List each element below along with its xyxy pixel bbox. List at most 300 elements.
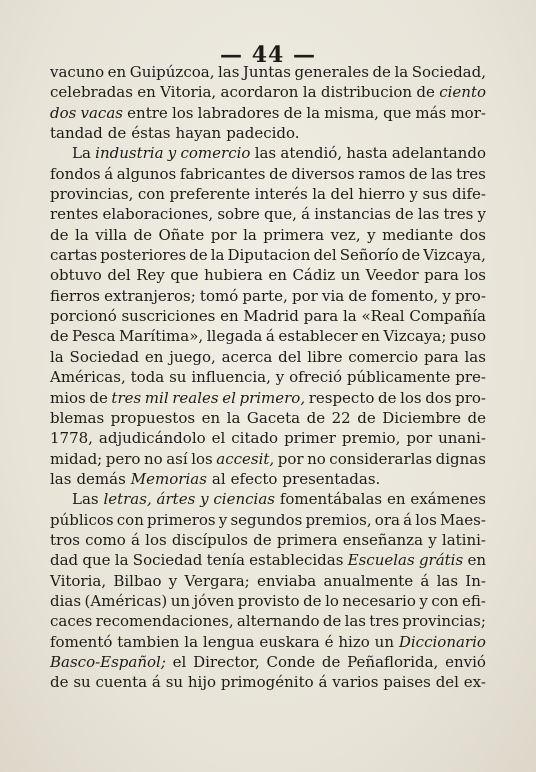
word: libre xyxy=(307,347,343,366)
word: hizo xyxy=(338,632,370,651)
word: posteriores xyxy=(100,246,187,265)
word: un xyxy=(170,591,191,610)
word: tres xyxy=(456,164,486,183)
word: latini- xyxy=(441,530,486,549)
word: sobre xyxy=(217,205,260,224)
word: hierro xyxy=(358,185,405,204)
word: la xyxy=(74,225,89,244)
word: la xyxy=(210,246,225,265)
word: al xyxy=(211,469,226,488)
word: premio, xyxy=(341,429,401,448)
word: elaboraciones, xyxy=(102,205,214,224)
word: mediante xyxy=(382,225,454,244)
word: Maes- xyxy=(439,510,486,529)
text-line xyxy=(50,164,486,184)
word: In- xyxy=(465,571,486,590)
word: adelantando xyxy=(391,144,486,163)
word: de xyxy=(416,83,435,102)
word: efecto xyxy=(230,469,278,488)
word: Oñate xyxy=(158,225,205,244)
word: para xyxy=(424,347,459,366)
word: de xyxy=(50,327,69,346)
word: Sociedad, xyxy=(411,63,486,81)
word: lengua xyxy=(202,632,255,651)
text-line xyxy=(50,184,486,204)
word: blemas xyxy=(50,408,105,427)
word: con xyxy=(137,185,165,204)
word: preferente xyxy=(169,185,251,204)
text-line xyxy=(50,652,486,672)
word: presentadas. xyxy=(282,469,381,488)
text-line xyxy=(50,103,486,123)
word: Vitoria, xyxy=(50,571,107,590)
text-line xyxy=(50,611,486,631)
word: con xyxy=(431,591,459,610)
word: provincias; xyxy=(402,612,486,631)
word: Memorias xyxy=(130,469,207,488)
text-line xyxy=(50,388,486,408)
word: Veedor xyxy=(365,266,419,285)
word: paises xyxy=(383,673,431,692)
word: pre- xyxy=(455,368,486,387)
word: jóven xyxy=(193,591,235,610)
word: fomentábalas xyxy=(279,490,383,509)
word: públicamente xyxy=(346,368,451,387)
word: la xyxy=(243,225,257,244)
word: en xyxy=(220,307,239,326)
word: más xyxy=(415,103,447,122)
word: por xyxy=(291,286,318,305)
word: celebradas xyxy=(50,83,133,102)
word: padecido. xyxy=(226,124,300,143)
text-line xyxy=(50,530,486,550)
word: Basco-Español; xyxy=(50,652,166,671)
paragraph xyxy=(50,62,486,143)
word: distribucion xyxy=(320,83,413,102)
word: Vizcaya; xyxy=(383,327,447,346)
word: accesit, xyxy=(216,449,275,468)
word: exámenes xyxy=(410,490,486,509)
word: entre xyxy=(127,103,168,122)
word: en xyxy=(467,551,486,570)
word: los xyxy=(171,103,194,122)
word: en xyxy=(201,408,221,427)
word: á xyxy=(151,673,161,692)
word: propuestos xyxy=(110,408,196,427)
word: de xyxy=(321,652,341,671)
word: hijo xyxy=(187,673,217,692)
word: de xyxy=(89,388,108,407)
word: la xyxy=(184,632,199,651)
word: ciencias xyxy=(213,490,275,509)
word: anualmente xyxy=(323,571,414,590)
word: mios xyxy=(50,388,86,407)
word: pro- xyxy=(455,286,486,305)
word: obtuvo xyxy=(50,266,102,285)
word: Juntas xyxy=(242,63,291,81)
text-line xyxy=(50,510,486,530)
word: caces xyxy=(50,612,93,631)
word: dos xyxy=(425,388,452,407)
word: no xyxy=(143,449,163,468)
word: del xyxy=(313,246,337,265)
text-line xyxy=(50,672,486,692)
word: por xyxy=(210,225,237,244)
word: dias xyxy=(50,591,82,610)
word: no xyxy=(307,449,326,468)
word: provincias, xyxy=(50,185,134,204)
word: el xyxy=(222,388,236,407)
text-line xyxy=(50,326,486,346)
word: en xyxy=(144,347,164,366)
word: en xyxy=(268,266,287,285)
word: suscriciones xyxy=(121,307,216,326)
word: 1778, xyxy=(50,429,93,448)
word: de xyxy=(372,63,391,81)
word: hayan xyxy=(175,124,222,143)
word: cuenta xyxy=(95,673,148,692)
word: primera xyxy=(263,225,325,244)
word: atendió, xyxy=(280,144,343,163)
word: y xyxy=(477,205,486,224)
word: de xyxy=(189,246,208,265)
word: enseñanza xyxy=(342,530,424,549)
text-line xyxy=(50,591,486,611)
word: Sociedad xyxy=(69,347,140,366)
word: los xyxy=(145,530,167,549)
paragraph xyxy=(50,143,486,489)
word: á xyxy=(403,510,413,529)
word: la xyxy=(226,408,241,427)
word: cartas xyxy=(50,246,98,265)
word: primeros xyxy=(147,510,216,529)
word: con xyxy=(116,510,144,529)
word: la xyxy=(302,83,317,102)
word: su xyxy=(165,673,184,692)
word: toda xyxy=(130,368,165,387)
word: un xyxy=(340,266,361,285)
word: á xyxy=(318,673,328,692)
word: mor- xyxy=(450,103,486,122)
word: adjudicándolo xyxy=(98,429,206,448)
word: euskara xyxy=(259,632,320,651)
word: hubiera xyxy=(204,266,263,285)
word: Marítima», xyxy=(118,327,204,346)
word: parte, xyxy=(242,286,288,305)
word: que, xyxy=(263,205,297,224)
word: establecer xyxy=(278,327,358,346)
text-line xyxy=(50,367,486,387)
word: de xyxy=(401,246,421,265)
word: labradores xyxy=(197,103,280,122)
word: Rey xyxy=(136,266,165,285)
text-line xyxy=(50,82,486,102)
text-line xyxy=(50,428,486,448)
word: de xyxy=(306,408,326,427)
text-line xyxy=(50,489,486,509)
word: que xyxy=(170,266,199,285)
word: Escuelas xyxy=(347,551,415,570)
word: de xyxy=(357,408,376,427)
word: vacas xyxy=(80,103,123,122)
word: de xyxy=(303,591,322,610)
word: reales xyxy=(172,388,219,407)
word: primer xyxy=(284,429,336,448)
word: juego, xyxy=(169,347,216,366)
word: tandad xyxy=(50,124,103,143)
word: de xyxy=(395,205,414,224)
word: en xyxy=(107,63,127,81)
word: en xyxy=(361,327,380,346)
word: midad; xyxy=(50,449,103,468)
word: Peñaflorida, xyxy=(347,652,439,671)
word: porcionó xyxy=(50,307,117,326)
word: Compañía xyxy=(409,307,486,326)
word: Conde xyxy=(266,652,316,671)
word: á xyxy=(265,327,275,346)
word: á xyxy=(420,571,430,590)
word: de xyxy=(283,103,303,122)
word: via xyxy=(321,286,345,305)
word: para xyxy=(303,307,339,326)
paragraph xyxy=(50,489,486,692)
word: villa xyxy=(95,225,128,244)
text-line xyxy=(50,469,486,489)
word: fierros xyxy=(50,286,100,305)
word: la xyxy=(114,551,129,570)
word: las xyxy=(431,164,453,183)
word: Señorío xyxy=(339,246,399,265)
word: tres xyxy=(369,612,400,631)
text-line xyxy=(50,265,486,285)
word: á xyxy=(131,530,140,549)
word: primogénito xyxy=(220,673,314,692)
word: éstas xyxy=(131,124,171,143)
word: tros xyxy=(50,530,80,549)
word: letras, xyxy=(103,490,152,509)
word: de xyxy=(253,530,272,549)
word: del xyxy=(278,347,302,366)
word: dad xyxy=(50,551,79,570)
word: primera xyxy=(276,530,338,549)
word: y xyxy=(200,490,209,509)
word: los xyxy=(191,449,213,468)
word: en xyxy=(386,490,406,509)
word: de xyxy=(408,164,428,183)
word: los xyxy=(415,510,437,529)
word: «Real xyxy=(361,307,405,326)
word: como xyxy=(85,530,126,549)
text-line xyxy=(50,347,486,367)
word: que xyxy=(383,103,412,122)
word: la xyxy=(50,347,64,366)
word: grátis xyxy=(418,551,464,570)
word: mil xyxy=(144,388,169,407)
word: ártes xyxy=(156,490,196,509)
text-line xyxy=(50,225,486,245)
text-line xyxy=(50,123,486,143)
word: segundos xyxy=(230,510,303,529)
word: las xyxy=(344,612,367,631)
word: y xyxy=(218,510,228,529)
word: establecidas xyxy=(249,551,344,570)
word: interés xyxy=(254,185,308,204)
word: comercio xyxy=(348,347,419,366)
word: puso xyxy=(449,327,486,346)
word: unani- xyxy=(438,429,486,448)
word: fomento, xyxy=(371,286,439,305)
word: enviaba xyxy=(256,571,317,590)
page-number: — 44 — xyxy=(220,42,316,68)
word: acerca xyxy=(221,347,273,366)
word: provisto xyxy=(237,591,300,610)
text-line xyxy=(50,408,486,428)
word: así xyxy=(166,449,188,468)
word: generales xyxy=(294,63,369,81)
text-line xyxy=(50,306,486,326)
word: tomó xyxy=(199,286,239,305)
word: influencia, xyxy=(191,368,271,387)
text-line xyxy=(50,204,486,224)
word: y xyxy=(168,571,178,590)
word: de xyxy=(107,124,127,143)
word: dos xyxy=(459,225,486,244)
word: los xyxy=(464,266,486,285)
word: (Américas) xyxy=(84,591,168,610)
word: de xyxy=(50,225,69,244)
word: de xyxy=(50,673,69,692)
word: y xyxy=(367,225,376,244)
word: varios xyxy=(332,673,379,692)
text-line xyxy=(50,143,486,163)
word: tres xyxy=(443,205,474,224)
word: ora xyxy=(374,510,400,529)
word: Gaceta xyxy=(246,408,301,427)
word: ciento xyxy=(439,83,486,102)
word: del xyxy=(435,673,459,692)
word: su xyxy=(73,673,91,692)
word: la xyxy=(306,103,321,122)
word: públicos xyxy=(50,510,114,529)
word: Diputacion xyxy=(227,246,311,265)
text-line xyxy=(50,571,486,591)
word: por xyxy=(277,449,304,468)
word: fomentó xyxy=(50,632,113,651)
word: ramos xyxy=(358,164,406,183)
word: envió xyxy=(445,652,486,671)
word: rentes xyxy=(50,205,99,224)
text-line xyxy=(50,550,486,570)
word: Pesca xyxy=(72,327,116,346)
word: de xyxy=(133,225,152,244)
text-line xyxy=(50,245,486,265)
word: de xyxy=(269,164,288,183)
word: misma, xyxy=(324,103,379,122)
word: extranjeros; xyxy=(104,286,196,305)
word: de xyxy=(377,388,397,407)
word: Vergara; xyxy=(184,571,250,590)
word: instancias xyxy=(314,205,391,224)
word: alternando xyxy=(236,612,320,631)
word: el xyxy=(172,652,187,671)
word: las xyxy=(217,63,240,81)
word: las xyxy=(464,347,486,366)
body-text xyxy=(50,62,486,693)
word: necesario xyxy=(342,591,416,610)
word: del xyxy=(107,266,131,285)
word: dignas xyxy=(435,449,486,468)
word: de xyxy=(467,408,486,427)
word: é xyxy=(324,632,334,651)
word: discípulos xyxy=(171,530,248,549)
word: y xyxy=(167,144,177,163)
word: su xyxy=(169,368,187,387)
word: demás xyxy=(76,469,126,488)
word: tres xyxy=(111,388,142,407)
word: y xyxy=(409,185,418,204)
word: tambien xyxy=(117,632,180,651)
word: Madrid xyxy=(243,307,299,326)
word: ofreció xyxy=(289,368,342,387)
word: lo xyxy=(325,591,339,610)
word: recomendaciones, xyxy=(95,612,234,631)
word: Diciembre xyxy=(382,408,461,427)
word: premios, xyxy=(305,510,372,529)
word: Director, xyxy=(193,652,260,671)
word: diversos xyxy=(291,164,355,183)
word: y xyxy=(419,591,428,610)
word: 22 xyxy=(331,408,351,427)
word: la xyxy=(312,185,326,204)
word: pro- xyxy=(455,388,486,407)
word: por xyxy=(406,429,433,448)
word: y xyxy=(442,286,451,305)
word: acordaron xyxy=(220,83,299,102)
word: Guipúzcoa, xyxy=(129,63,215,81)
word: dos xyxy=(50,103,77,122)
word: y xyxy=(275,368,285,387)
word: vacuno xyxy=(50,63,105,81)
word: Vizcaya, xyxy=(423,246,486,265)
word: de xyxy=(348,286,367,305)
word: Vitoria, xyxy=(160,83,217,102)
word: respecto xyxy=(308,388,375,407)
word: industria xyxy=(95,144,164,163)
word: la xyxy=(343,307,357,326)
word: tenía xyxy=(206,551,245,570)
word: ex- xyxy=(463,673,486,692)
text-line xyxy=(50,62,486,82)
word: citado xyxy=(231,429,279,448)
word: considerarlas xyxy=(329,449,433,468)
word: Bilbao xyxy=(113,571,162,590)
word: La xyxy=(72,144,91,163)
word: pero xyxy=(105,449,141,468)
word: Diccionario xyxy=(398,632,486,651)
word: y xyxy=(428,530,437,549)
word: la xyxy=(394,63,409,81)
word: las xyxy=(254,144,277,163)
word: en xyxy=(137,83,156,102)
text-line xyxy=(50,449,486,469)
word: fondos xyxy=(50,164,101,183)
word: comercio xyxy=(180,144,251,163)
word: el xyxy=(211,429,226,448)
word: vez, xyxy=(330,225,361,244)
word: llegada xyxy=(206,327,263,346)
word: para xyxy=(424,266,459,285)
word: fabricantes xyxy=(179,164,266,183)
